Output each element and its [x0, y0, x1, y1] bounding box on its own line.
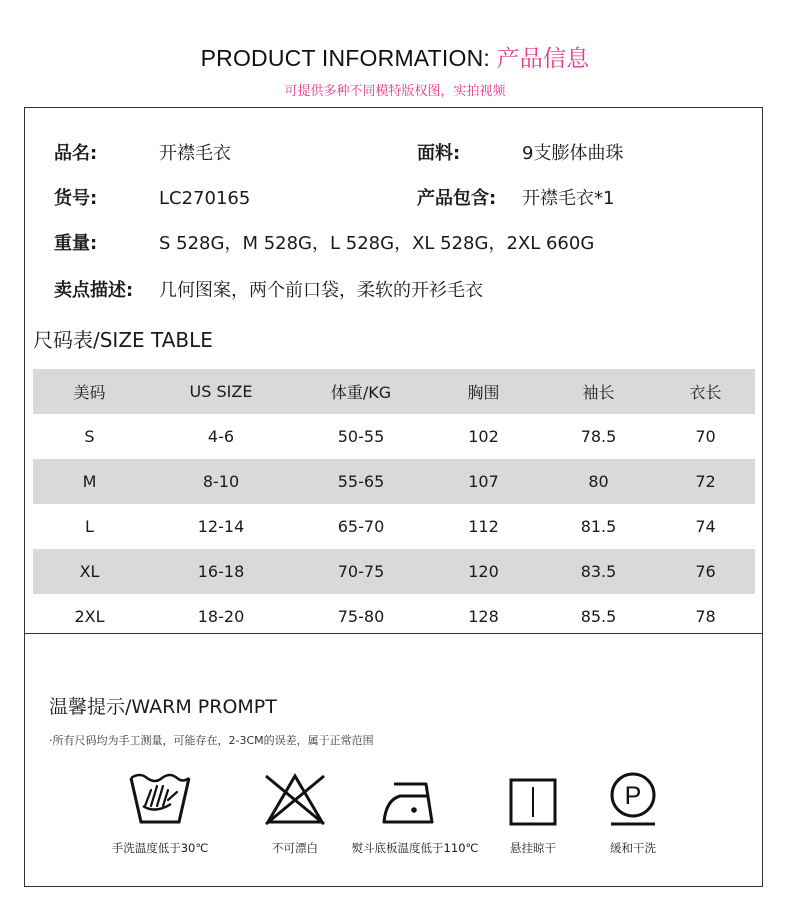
- info-weight: [54, 229, 594, 255]
- warm-prompt-note: ·所有尺码均为手工测量，可能存在，2-3CM的误差，属于正常范围: [49, 734, 374, 747]
- sku-value: LC270165: [159, 188, 251, 209]
- table-cell: 107: [468, 472, 499, 491]
- description-label: 卖点描述:: [54, 280, 134, 301]
- header: [0, 40, 790, 99]
- header-cell: US SIZE: [189, 382, 253, 401]
- table-cell: 120: [468, 562, 499, 581]
- size-table-title: 尺码表/SIZE TABLE: [33, 328, 213, 352]
- table-cell: 12-14: [197, 517, 245, 536]
- care-item-hand-wash: [85, 770, 235, 856]
- header-cell: 衣长: [689, 383, 722, 402]
- sku-label: 货号:: [54, 188, 98, 209]
- care-item-dry-clean: [558, 770, 708, 856]
- table-cell: 2XL: [74, 607, 105, 626]
- table-cell: 85.5: [580, 607, 617, 626]
- table-cell: 16-18: [197, 562, 245, 581]
- table-cell: 74: [695, 517, 716, 536]
- table-cell: XL: [79, 562, 100, 581]
- care-label: 手洗温度低于30℃: [111, 841, 209, 855]
- table-cell: 102: [468, 427, 499, 446]
- table-cell: 18-20: [197, 607, 245, 626]
- size-table: [33, 369, 755, 639]
- includes-label: 产品包含:: [417, 188, 497, 209]
- table-cell: L: [85, 517, 94, 536]
- info-includes: [417, 184, 614, 210]
- table-cell: 50-55: [337, 427, 385, 446]
- hand-wash-icon: [125, 770, 195, 830]
- care-label: 不可漂白: [272, 841, 318, 855]
- header-cell: 胸围: [467, 383, 500, 402]
- no-bleach-icon: [260, 770, 330, 830]
- description-value: 几何图案，两个前口袋，柔软的开衫毛衣: [159, 280, 483, 301]
- table-cell: 70-75: [337, 562, 385, 581]
- name-label: 品名:: [54, 143, 98, 164]
- care-label: 缓和干洗: [610, 841, 656, 855]
- page-title: [0, 40, 790, 73]
- title-english: PRODUCT INFORMATION:: [200, 45, 497, 71]
- care-label: 熨斗底板温度低于110℃: [351, 841, 479, 855]
- info-description: [54, 276, 483, 302]
- header-cell: 袖长: [582, 383, 615, 402]
- table-cell: 83.5: [580, 562, 617, 581]
- table-cell: S: [84, 427, 95, 446]
- table-cell: 70: [695, 427, 716, 446]
- material-value: 9支膨体曲珠: [522, 143, 624, 164]
- table-cell: 75-80: [337, 607, 385, 626]
- size-table-header: [33, 369, 755, 414]
- table-cell: 65-70: [337, 517, 385, 536]
- weight-label: 重量:: [54, 233, 98, 254]
- table-cell: M: [82, 472, 97, 491]
- header-cell: 体重/KG: [330, 383, 392, 402]
- info-material: [417, 139, 623, 165]
- table-row: [33, 504, 755, 549]
- table-cell: 4-6: [207, 427, 235, 446]
- table-row: [33, 459, 755, 504]
- title-chinese: 产品信息: [496, 46, 590, 72]
- dry-clean-icon: [598, 770, 668, 830]
- table-cell: 8-10: [202, 472, 240, 491]
- table-row: [33, 594, 755, 639]
- table-cell: 76: [695, 562, 716, 581]
- material-label: 面料:: [417, 143, 461, 164]
- warm-prompt-title: 温馨提示/WARM PROMPT: [49, 696, 277, 718]
- header-cell: 美码: [73, 383, 106, 402]
- weight-value: S 528G，M 528G，L 528G，XL 528G，2XL 660G: [159, 233, 595, 254]
- includes-value: 开襟毛衣*1: [522, 188, 615, 209]
- table-cell: 55-65: [337, 472, 385, 491]
- table-cell: 72: [695, 472, 716, 491]
- table-cell: 80: [588, 472, 609, 491]
- table-row: [33, 414, 755, 459]
- care-label: 悬挂晾干: [510, 841, 556, 855]
- page-subtitle: 可提供多种不同模特版权图，实拍视频: [284, 84, 506, 99]
- table-cell: 81.5: [580, 517, 617, 536]
- table-cell: 112: [468, 517, 499, 536]
- info-name: [54, 139, 231, 165]
- info-sku: [54, 184, 250, 210]
- table-cell: 78.5: [580, 427, 617, 446]
- table-row: [33, 549, 755, 594]
- table-cell: 128: [468, 607, 499, 626]
- name-value: 开襟毛衣: [159, 143, 231, 164]
- table-cell: 78: [695, 607, 716, 626]
- iron-icon: [380, 770, 450, 830]
- svg-text:P: P: [624, 782, 642, 810]
